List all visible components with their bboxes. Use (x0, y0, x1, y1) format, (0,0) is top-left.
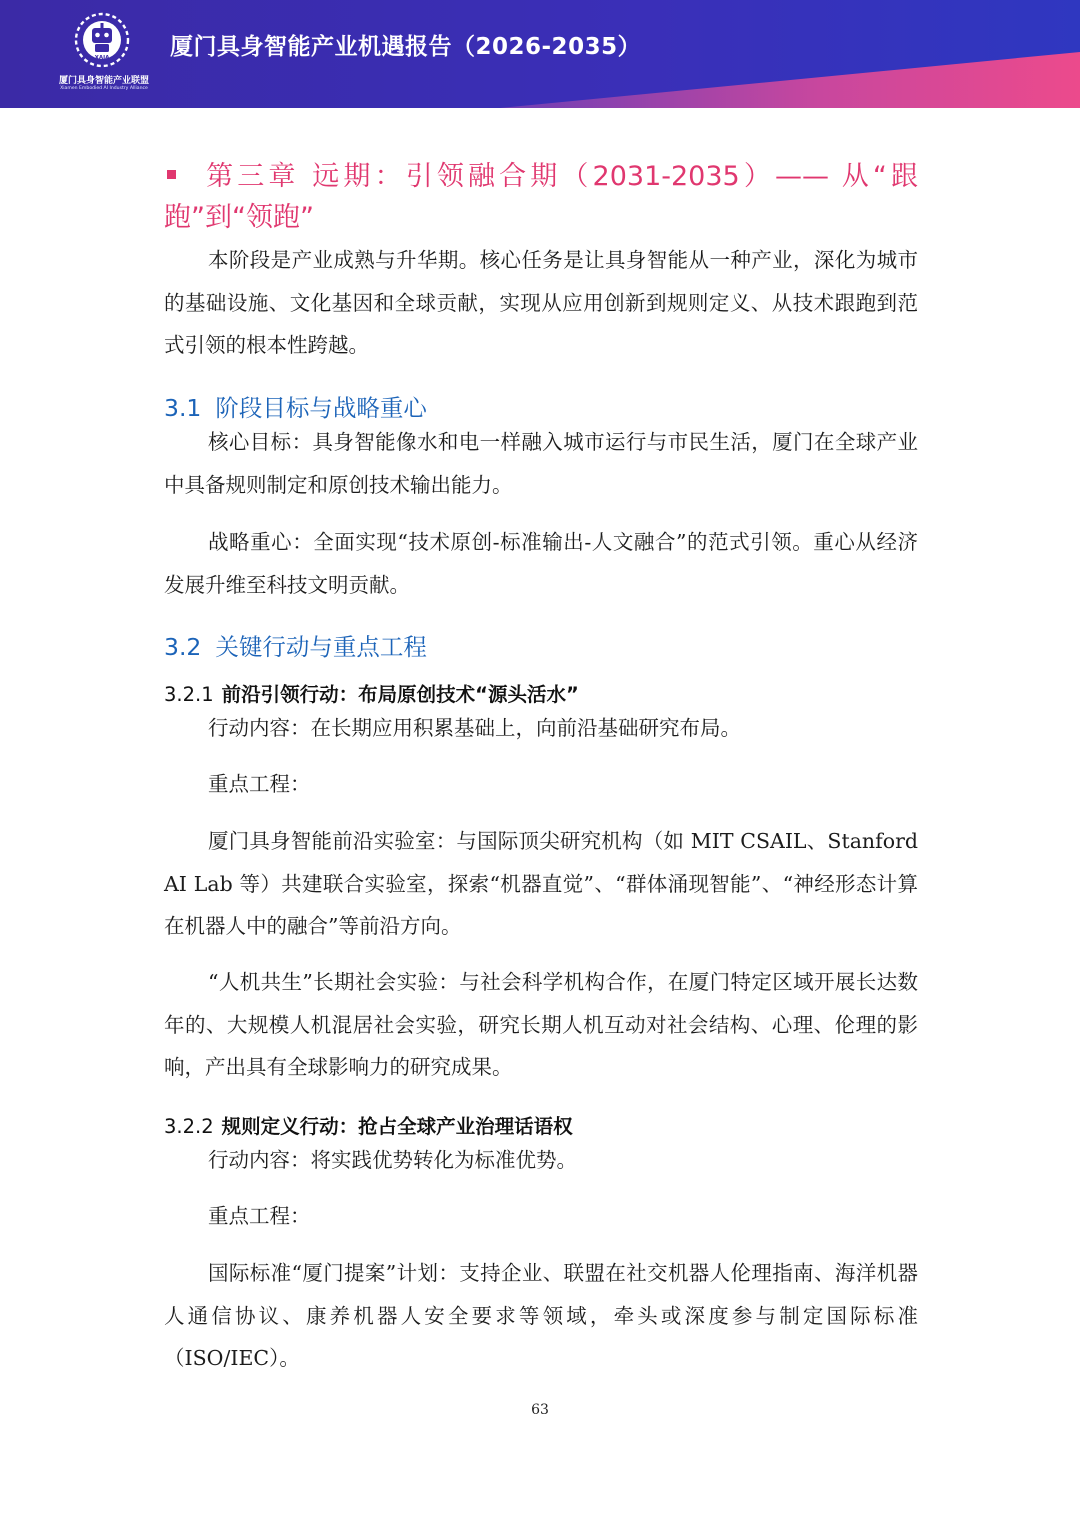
standards-proposal-paragraph: 国际标准“厦门提案”计划：支持企业、联盟在社交机器人伦理指南、海洋机器人通信协议、康养机器人安全要求等领域，牵头或深度参与制定国际标准（ISO/IEC）。 (164, 1261, 918, 1370)
chapter-title-text: 第三章 远期：引领融合期（2031-2035）—— 从“跟跑”到“领跑” (164, 161, 918, 233)
key-projects-label: 重点工程： (208, 772, 311, 796)
section-3-2-1-heading (164, 679, 579, 707)
logo-text-en: Xiamen Embodied AI Industry Alliance (60, 86, 148, 91)
action-content-paragraph: 行动内容：将实践优势转化为标准优势。 (208, 1148, 577, 1172)
core-goal-paragraph: 核心目标：具身智能像水和电一样融入城市运行与市民生活，厦门在全球产业中具备规则制定和原创技术输出能力。 (164, 430, 918, 497)
section-number: 3.2 (164, 633, 202, 661)
chapter-intro-paragraph: 本阶段是产业成熟与升华期。核心任务是让具身智能从一种产业，深化为城市的基础设施、文化基因和全球贡献，实现从应用创新到规则定义、从技术跟跑到范式引领的根本性跨越。 (164, 248, 918, 357)
logo-text-cn: 厦门具身智能产业联盟 (58, 76, 149, 86)
logo-abbr: XAIA (94, 55, 110, 61)
action-content-paragraph: 行动内容：在长期应用积累基础上，向前沿基础研究布局。 (208, 716, 741, 740)
section-title: 关键行动与重点工程 (215, 633, 427, 661)
subsection-number: 3.2.1 (164, 683, 214, 706)
section-title: 阶段目标与战略重心 (215, 394, 427, 422)
page-number: 63 (531, 1402, 549, 1418)
report-header (0, 0, 1080, 108)
key-projects-label: 重点工程： (208, 1204, 311, 1228)
frontier-lab-paragraph: 厦门具身智能前沿实验室：与国际顶尖研究机构（如 MIT CSAIL、Stanford AI Lab 等）共建联合实验室，探索“机器直觉”、“群体涌现智能”、“神经形态计算在机器人中的融合”等前沿方向。 (164, 829, 918, 938)
strategic-focus-paragraph: 战略重心：全面实现“技术原创-标准输出-人文融合”的范式引领。重心从经济发展升维至科技文明贡献。 (164, 530, 918, 597)
section-3-1-heading (164, 389, 427, 423)
subsection-number: 3.2.2 (164, 1115, 214, 1138)
alliance-logo-icon (74, 12, 130, 68)
section-3-2-2-heading (164, 1111, 573, 1139)
coexistence-experiment-paragraph: “人机共生”长期社会实验：与社会科学机构合作，在厦门特定区域开展长达数年的、大规模人机混居社会实验，研究长期人机互动对社会结构、心理、伦理的影响，产出具有全球影响力的研究成果。 (164, 970, 918, 1079)
chapter-bullet-icon (167, 170, 176, 179)
chapter-heading (164, 156, 918, 238)
section-3-2-heading (164, 628, 427, 662)
section-number: 3.1 (164, 394, 202, 422)
report-title: 厦门具身智能产业机遇报告（2026-2035） (170, 34, 642, 60)
subsection-title: 前沿引领行动：布局原创技术“源头活水” (221, 683, 579, 706)
subsection-title: 规则定义行动：抢占全球产业治理话语权 (221, 1115, 573, 1138)
